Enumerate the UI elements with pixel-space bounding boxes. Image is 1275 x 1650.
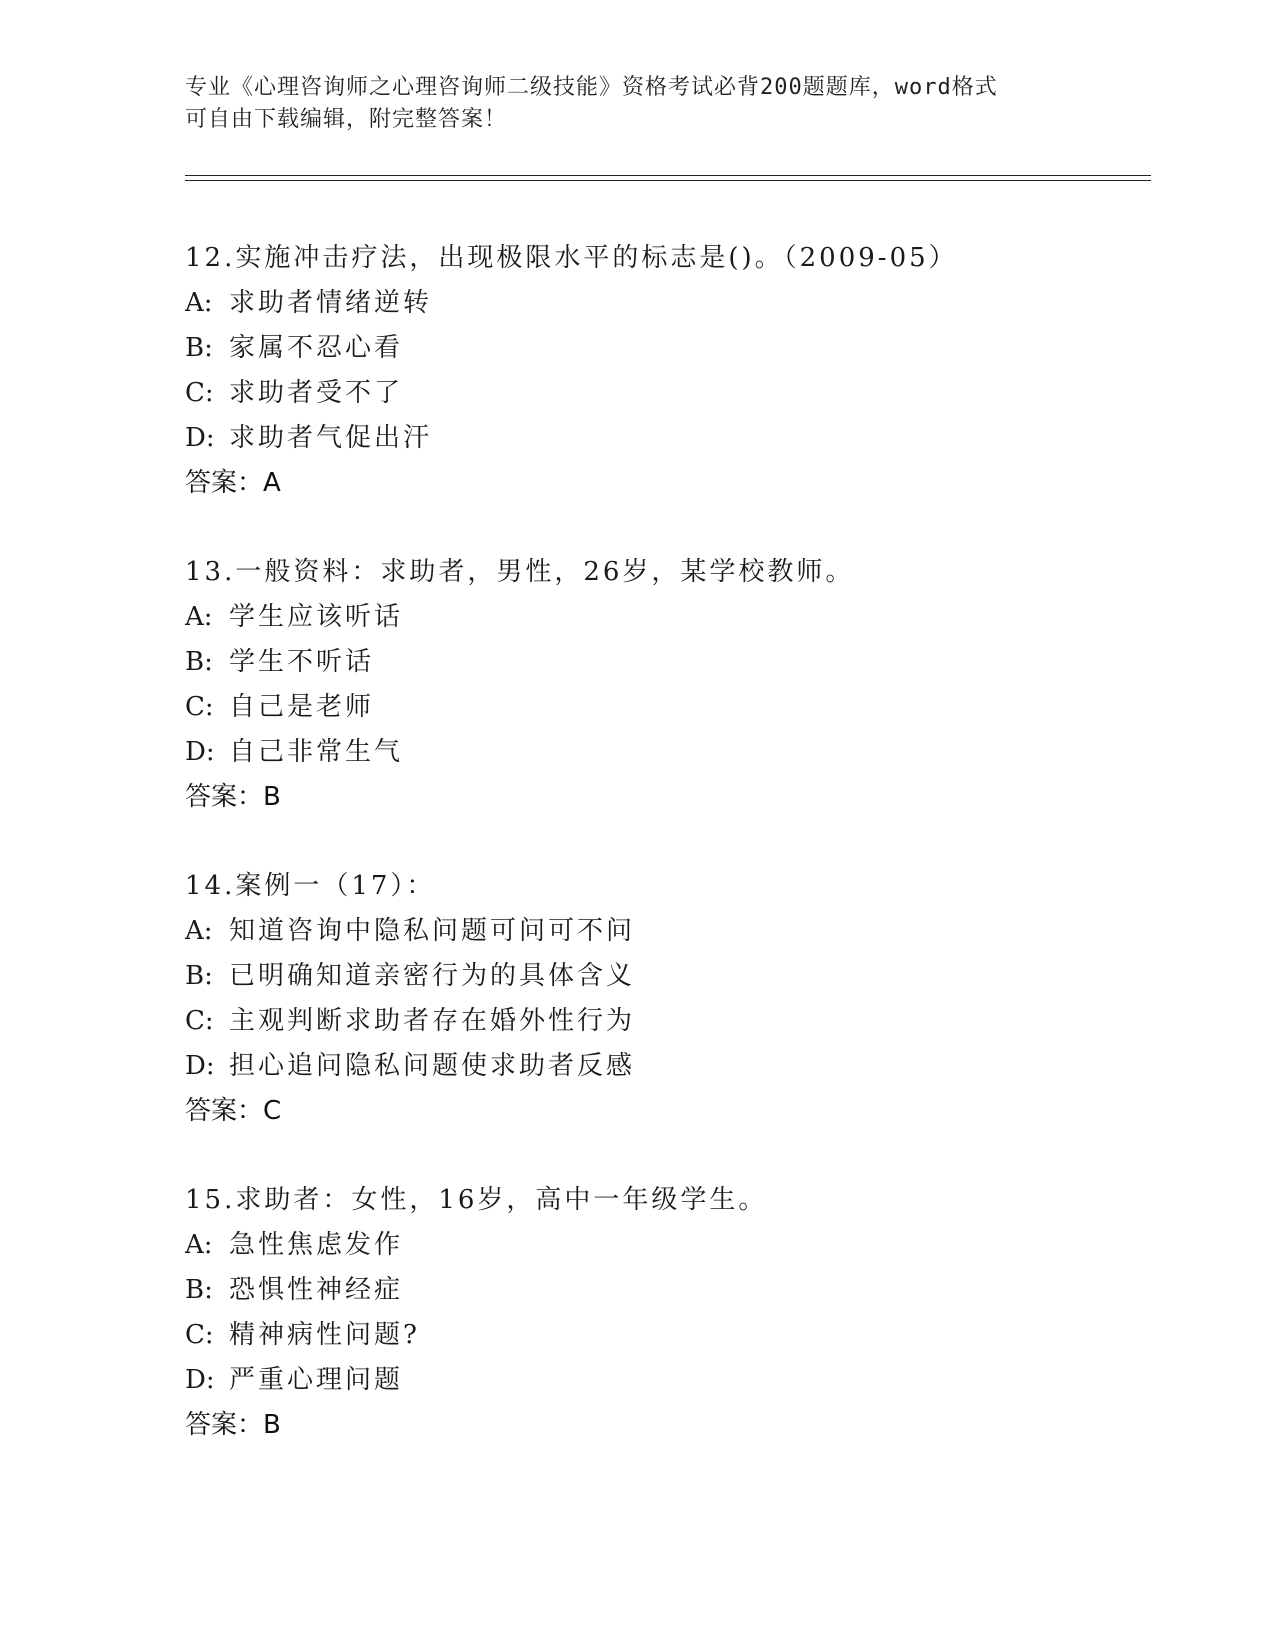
option-b: [185, 1268, 1145, 1313]
option-key: D:: [185, 737, 215, 767]
question-stem: 13.一般资料：求助者，男性，26岁，某学校教师。: [185, 557, 855, 587]
header-title-line-1: 专业《心理咨询师之心理咨询师二级技能》资格考试必背200题题库，word格式: [185, 75, 998, 100]
option-a: [185, 595, 1145, 640]
answer: 答案：C: [185, 1096, 282, 1126]
option-b: [185, 640, 1145, 685]
option-text: 求助者情绪逆转: [229, 288, 433, 318]
option-text: 家属不忍心看: [229, 333, 404, 363]
option-c: [185, 999, 1145, 1044]
option-key: B:: [185, 1275, 213, 1305]
option-key: D:: [185, 1365, 215, 1395]
option-text: 精神病性问题?: [229, 1320, 420, 1350]
option-d: [185, 1358, 1145, 1403]
question-14: [185, 864, 1145, 1134]
option-key: C:: [185, 692, 214, 722]
question-13: [185, 550, 1145, 820]
question-stem: 15.求助者：女性，16岁，高中一年级学生。: [185, 1185, 768, 1215]
option-c: [185, 371, 1145, 416]
option-key: A:: [185, 916, 213, 946]
answer: 答案：B: [185, 782, 281, 812]
option-text: 严重心理问题: [229, 1365, 404, 1395]
header-divider-top: [185, 175, 1151, 176]
option-key: B:: [185, 333, 213, 363]
option-a: [185, 281, 1145, 326]
header-title-line-2: 可自由下载编辑，附完整答案！: [185, 107, 508, 132]
option-a: [185, 1223, 1145, 1268]
option-key: C:: [185, 1320, 214, 1350]
option-key: A:: [185, 1230, 213, 1260]
option-key: C:: [185, 378, 214, 408]
question-12: [185, 236, 1145, 506]
option-key: B:: [185, 961, 213, 991]
question-15: [185, 1178, 1145, 1448]
option-key: A:: [185, 288, 213, 318]
option-text: 自己是老师: [229, 692, 375, 722]
header-divider-bottom: [185, 180, 1151, 181]
option-b: [185, 954, 1145, 999]
answer: 答案：A: [185, 468, 281, 498]
option-key: C:: [185, 1006, 214, 1036]
option-c: [185, 1313, 1145, 1358]
option-text: 担心追问隐私问题使求助者反感: [229, 1051, 636, 1081]
option-text: 学生不听话: [229, 647, 375, 677]
option-text: 求助者气促出汗: [229, 423, 433, 453]
option-a: [185, 909, 1145, 954]
question-stem: 12.实施冲击疗法，出现极限水平的标志是()。（2009-05）: [185, 243, 958, 273]
option-d: [185, 1044, 1145, 1089]
option-d: [185, 416, 1145, 461]
option-text: 急性焦虑发作: [229, 1230, 404, 1260]
option-key: D:: [185, 1051, 215, 1081]
option-b: [185, 326, 1145, 371]
option-key: D:: [185, 423, 215, 453]
option-key: B:: [185, 647, 213, 677]
option-text: 学生应该听话: [229, 602, 404, 632]
option-d: [185, 730, 1145, 775]
option-text: 知道咨询中隐私问题可问可不问: [229, 916, 636, 946]
option-text: 主观判断求助者存在婚外性行为: [229, 1006, 636, 1036]
option-c: [185, 685, 1145, 730]
option-text: 恐惧性神经症: [229, 1275, 404, 1305]
question-list: [185, 236, 1145, 1492]
option-text: 自己非常生气: [229, 737, 404, 767]
document-header: [185, 72, 1085, 136]
option-text: 已明确知道亲密行为的具体含义: [229, 961, 636, 991]
option-key: A:: [185, 602, 213, 632]
option-text: 求助者受不了: [229, 378, 404, 408]
question-stem: 14.案例一（17）：: [185, 871, 436, 901]
answer: 答案：B: [185, 1410, 281, 1440]
